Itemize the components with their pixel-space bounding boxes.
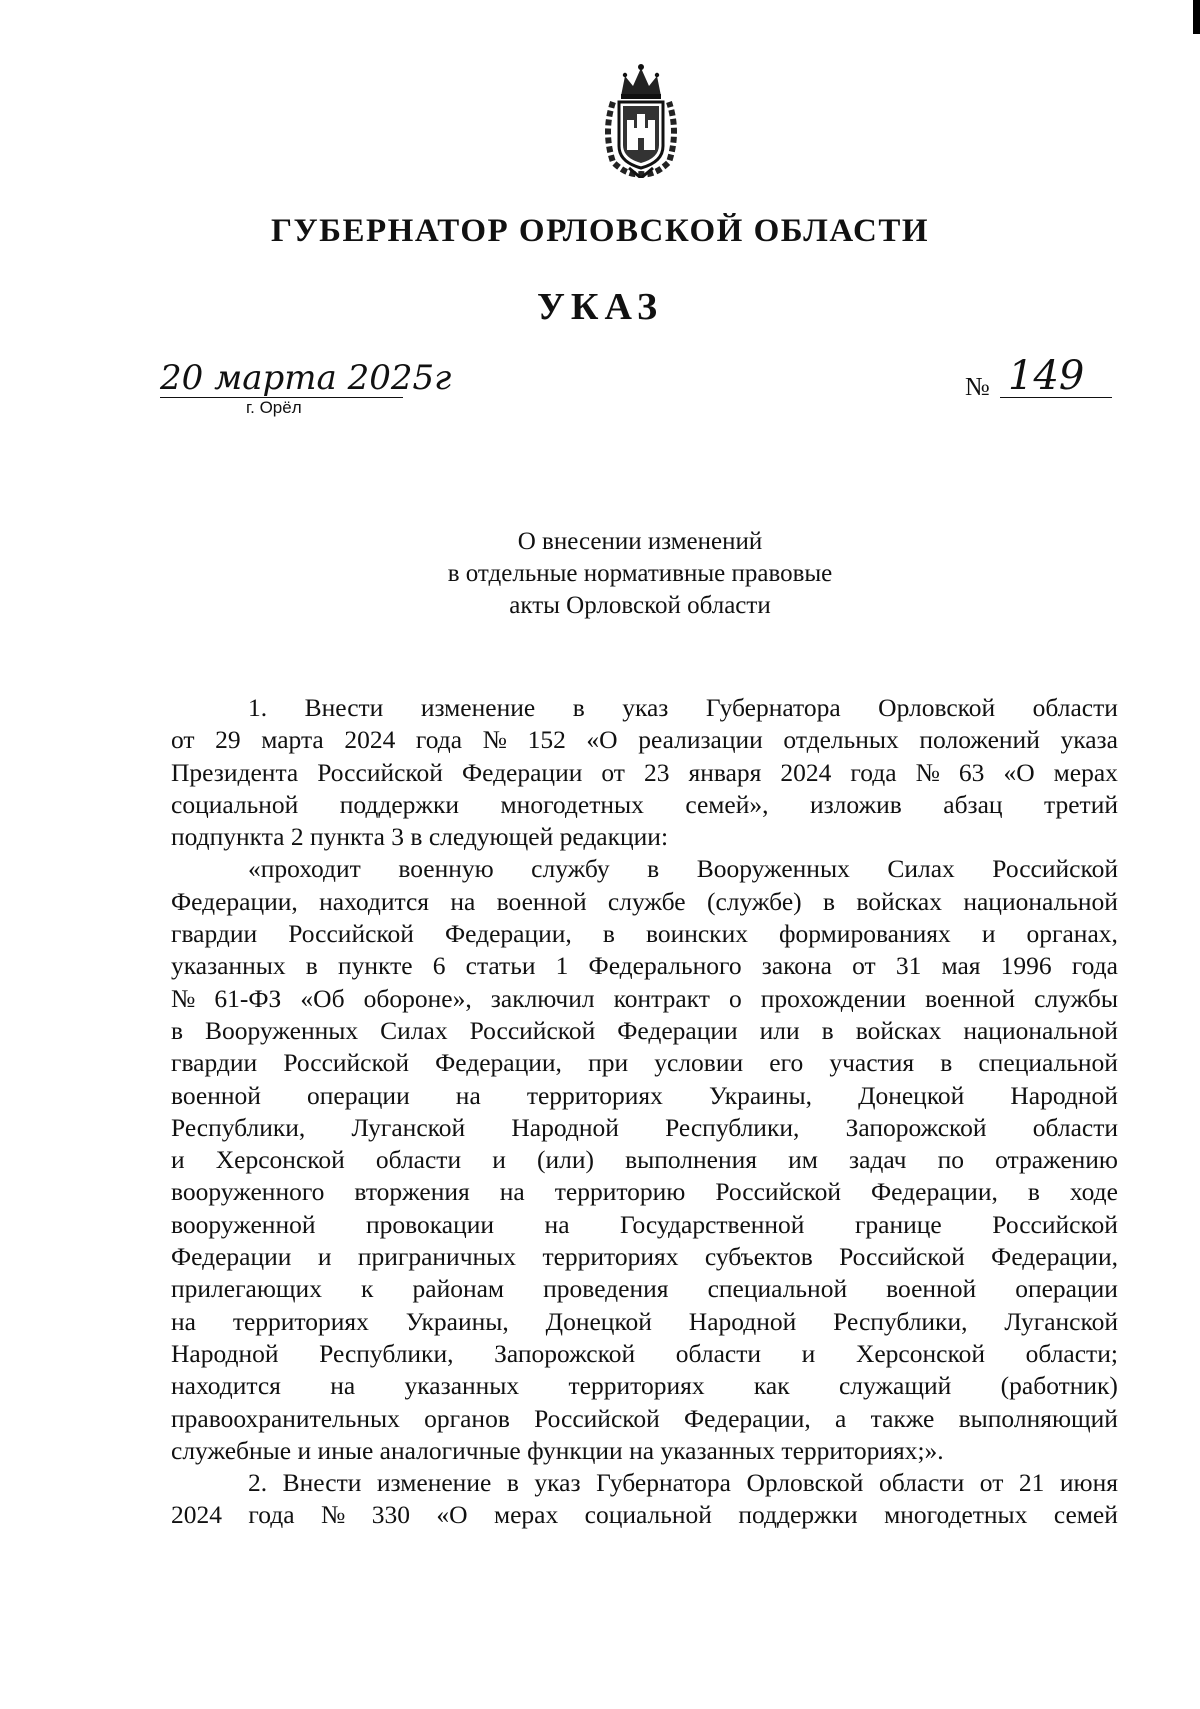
title-line: в отдельные нормативные правовые <box>447 560 833 587</box>
body-line: вооруженной провокации на Государственной границе Российской <box>171 1209 1118 1239</box>
body-line: 2. Внести изменение в указ Губернатора Орловской области от 21 июня <box>248 1468 1118 1498</box>
body-line: социальной поддержки многодетных семей», изложив абзац третий <box>171 789 1118 819</box>
svg-text:20 марта 2025г: 20 марта 2025г <box>160 358 452 398</box>
body-line: находится на указанных территориях как служащий (работник) <box>171 1371 1118 1401</box>
issue-place: г. Орёл <box>246 398 302 417</box>
body-line: Федерации, находится на военной службе (службе) в войсках национальной <box>171 886 1118 916</box>
title-line: О внесении изменений <box>517 528 763 555</box>
body-line: вооруженного вторжения на территорию Российской Федерации, в ходе <box>171 1177 1118 1207</box>
body-line: военной операции на территориях Украины, Донецкой Народной <box>171 1080 1118 1110</box>
body-line: гвардии Российской Федерации, при условии его участия в специальной <box>171 1048 1118 1078</box>
title-line: акты Орловской области <box>509 592 771 619</box>
body-line: Республики, Луганской Народной Республики, Запорожской области <box>171 1112 1118 1142</box>
body-line: прилегающих к районам проведения специальной военной операции <box>171 1274 1118 1304</box>
coat-of-arms-icon <box>599 62 683 178</box>
document-body <box>171 692 1118 1532</box>
body-line: на территориях Украины, Донецкой Народной Республики, Луганской <box>171 1306 1118 1336</box>
number-underline <box>1000 397 1112 398</box>
body-line: 1. Внести изменение в указ Губернатора Орловской области <box>248 693 1118 722</box>
body-line: Народной Республики, Запорожской области и Херсонской области; <box>171 1338 1118 1368</box>
handwritten-date <box>158 355 528 399</box>
body-line: № 61-ФЗ «Об обороне», заключил контракт о прохождении военной службы <box>171 983 1118 1013</box>
body-line: 2024 года № 330 «О мерах социальной поддержки многодетных семей <box>171 1500 1118 1530</box>
body-line: служебные и иные аналогичные функции на указанных территориях;». <box>171 1435 944 1465</box>
document-type: УКАЗ <box>537 286 663 328</box>
body-line: правоохранительных органов Российской Федерации, а также выполняющий <box>171 1403 1118 1433</box>
document-title <box>0 526 1200 622</box>
number-sign: № <box>965 372 990 401</box>
body-line: и Херсонской области и (или) выполнения им задач по отражению <box>171 1145 1118 1175</box>
handwritten-number <box>1002 343 1112 399</box>
scan-edge-mark <box>1193 0 1200 34</box>
body-line: Федерации и приграничных территориях субъектов Российской Федерации, <box>171 1242 1118 1272</box>
body-line: от 29 марта 2024 года № 152 «О реализации отдельных положений указа <box>171 725 1118 755</box>
body-line: в Вооруженных Силах Российской Федерации или в войсках национальной <box>171 1015 1118 1045</box>
body-line: Президента Российской Федерации от 23 января 2024 года № 63 «О мерах <box>171 757 1118 787</box>
issuing-authority: ГУБЕРНАТОР ОРЛОВСКОЙ ОБЛАСТИ <box>270 213 930 249</box>
body-line: «проходит военную службу в Вооруженных Силах Российской <box>248 854 1118 884</box>
body-line: гвардии Российской Федерации, в воинских формированиях и органах, <box>171 919 1118 949</box>
body-line: указанных в пункте 6 статьи 1 Федерального закона от 31 мая 1996 года <box>171 951 1118 981</box>
svg-text:149: 149 <box>1008 353 1085 399</box>
body-line: подпункта 2 пункта 3 в следующей редакции: <box>171 822 669 852</box>
